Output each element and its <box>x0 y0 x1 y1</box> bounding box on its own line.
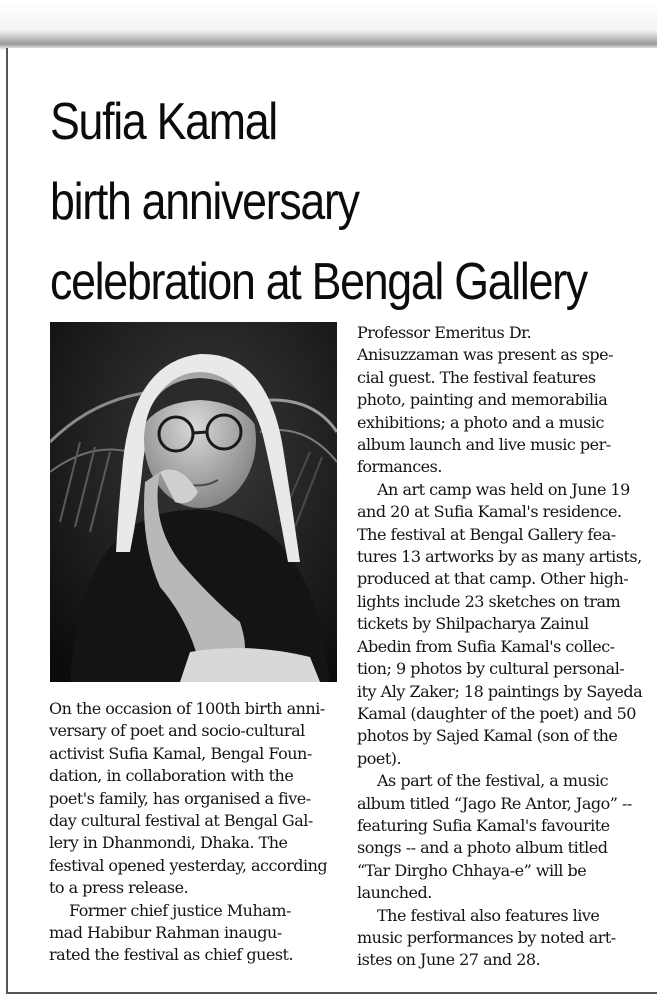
headline-line: birth anniversary <box>50 173 359 231</box>
text-line: As part of the festival, a music <box>377 771 609 791</box>
headline-line: Sufia Kamal <box>50 93 277 151</box>
text-line: Anisuzzaman was present as spe- <box>357 345 614 365</box>
text-line: Abedin from Sufia Kamal's collec- <box>357 636 615 656</box>
text-line: tion; 9 photos by cultural personal- <box>357 659 625 679</box>
text-line: rated the festival as chief guest. <box>49 945 294 965</box>
article-headline <box>50 82 587 322</box>
page-top-shadow <box>0 0 657 50</box>
text-line: cial guest. The festival features <box>357 367 596 387</box>
text-line: festival opened yesterday, according <box>49 855 328 875</box>
text-line: music performances by noted art- <box>357 927 616 947</box>
text-line: tickets by Shilpacharya Zainul <box>357 614 589 634</box>
text-line: The festival at Bengal Gallery fea- <box>357 524 616 544</box>
text-line: On the occasion of 100th birth anni- <box>49 699 325 718</box>
text-line: formances. <box>357 457 442 477</box>
text-line: album titled “Jago Re Antor, Jago” -- <box>357 793 632 813</box>
text-line: poet's family, has organised a five- <box>49 788 311 808</box>
article-column-left <box>49 698 349 967</box>
text-line: ity Aly Zaker; 18 paintings by Sayeda <box>357 681 643 701</box>
text-line: Kamal (daughter of the poet) and 50 <box>357 703 636 723</box>
text-line: dation, in collaboration with the <box>49 766 294 786</box>
text-line: istes on June 27 and 28. <box>357 950 541 970</box>
text-line: An art camp was held on June 19 <box>377 479 630 499</box>
portrait-photo <box>50 322 337 682</box>
text-line: Professor Emeritus Dr. <box>357 323 532 342</box>
text-line: songs -- and a photo album titled <box>357 838 608 858</box>
text-line: tures 13 artworks by as many artists, <box>357 547 642 567</box>
newspaper-clipping <box>6 48 657 994</box>
text-line: featuring Sufia Kamal's favourite <box>357 815 610 835</box>
text-line: exhibitions; a photo and a music <box>357 412 604 432</box>
text-line: versary of poet and socio-cultural <box>49 721 305 741</box>
text-line: to a press release. <box>49 878 189 898</box>
text-line: mad Habibur Rahman inaugu- <box>49 923 282 943</box>
text-line: day cultural festival at Bengal Gal- <box>49 811 313 831</box>
text-line: lery in Dhanmondi, Dhaka. The <box>49 833 288 853</box>
text-line: photo, painting and memorabilia <box>357 390 608 410</box>
text-line: Former chief justice Muham- <box>69 900 291 920</box>
text-line: The festival also features live <box>377 905 600 925</box>
text-line: album launch and live music per- <box>357 435 611 455</box>
text-line: and 20 at Sufia Kamal's residence. <box>357 502 622 522</box>
headline-line: celebration at Bengal Gallery <box>50 253 587 311</box>
article-column-right <box>357 322 653 972</box>
text-line: photos by Sajed Kamal (son of the <box>357 726 618 746</box>
text-line: produced at that camp. Other high- <box>357 569 629 589</box>
text-line: lights include 23 sketches on tram <box>357 591 621 611</box>
text-line: poet). <box>357 748 402 768</box>
text-line: launched. <box>357 883 432 903</box>
text-line: activist Sufia Kamal, Bengal Foun- <box>49 743 312 763</box>
text-line: “Tar Dirgho Chhaya-e” will be <box>357 860 587 880</box>
